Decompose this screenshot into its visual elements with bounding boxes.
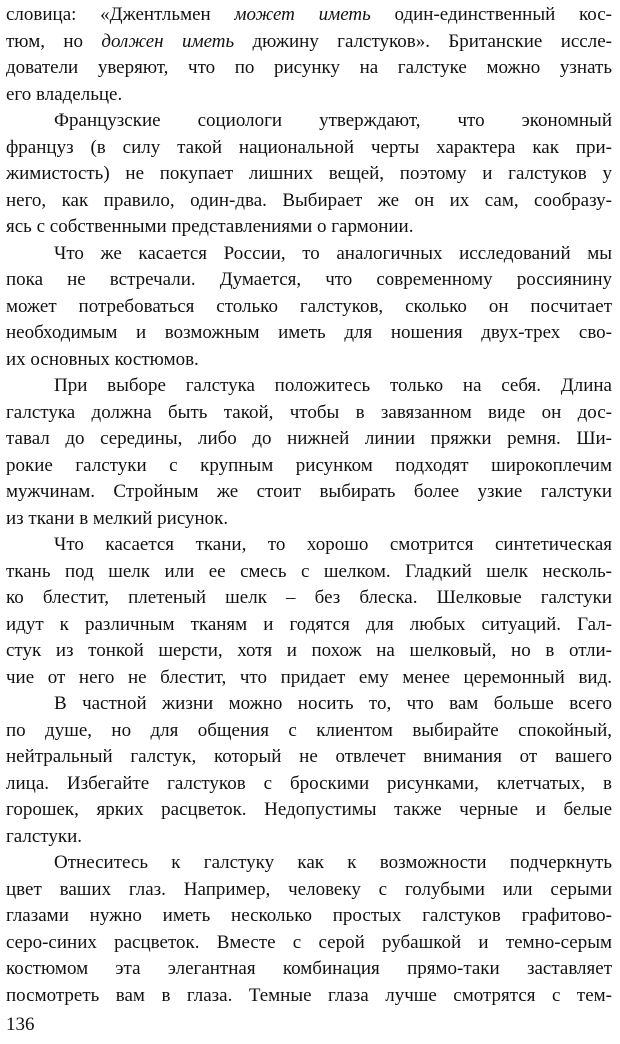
text-line: цвет ваших глаз. Например, человеку с голубыми или серыми: [6, 878, 612, 900]
text-line: галстука должна быть такой, чтобы в завязанном виде он дос-: [6, 401, 612, 423]
text-line: чие от него не блестит, что придает ему менее церемонный вид.: [6, 666, 612, 688]
text-line: необходимым и возможным иметь для ношения двух-трех сво-: [6, 322, 612, 343]
text-line: тюм, но должен иметь дюжину галстуков». Британские иссле-: [6, 30, 612, 52]
text-line: При выборе галстука положитесь только на себя. Длина: [54, 375, 612, 396]
text-line: ясь с собственными представлениями о гармонии.: [6, 216, 414, 237]
text-line: горошек, ярких расцветок. Недопустимы также черные и белые: [6, 799, 612, 820]
text-line: идут к различным тканям и годятся для любых ситуаций. Гал-: [6, 613, 612, 635]
text-line: Что же касается России, то аналогичных исследований мы: [54, 242, 612, 264]
text-line: по душе, но для общения с клиентом выбирайте спокойный,: [6, 719, 612, 741]
text-line: пока не встречали. Думается, что современному россиянину: [6, 269, 612, 290]
text-line: может потребоваться столько галстуков, сколько он посчитает: [6, 295, 612, 317]
text-line: костюмом эта элегантная комбинация прямо-таки заставляет: [6, 958, 612, 979]
text-line: лица. Избегайте галстуков с броскими рисунками, клетчатых, в: [6, 772, 612, 794]
text-line: рокие галстуки с крупным рисунком подходят широкоплечим: [6, 454, 612, 476]
text-line: Отнеситесь к галстуку как к возможности подчеркнуть: [54, 852, 612, 873]
text-line: из ткани в мелкий рисунок.: [6, 507, 229, 529]
text-line: стук из тонкой шерсти, хотя и похож на шелковый, но в отли-: [6, 640, 612, 661]
text-line: дователи уверяют, что по рисунку на галстуке можно узнать: [6, 57, 612, 78]
text-line: глазами нужно иметь несколько простых галстуков графитово-: [6, 905, 612, 926]
text-line: Французские социологи утверждают, что экономный: [54, 110, 612, 131]
text-line: француз (в силу такой национальной черты характера как при-: [6, 136, 612, 158]
text-line: посмотреть вам в глаза. Темные глаза лучше смотрятся с тем-: [6, 984, 612, 1006]
text-line: его владельце.: [6, 83, 123, 105]
italic-phrase: может иметь: [234, 4, 371, 25]
page-number: 136: [6, 1014, 35, 1035]
text-line: галстуки.: [6, 825, 83, 847]
text-line: мужчинам. Стройным же стоит выбирать более узкие галстуки: [6, 481, 612, 502]
text-line: серо-синих расцветок. Вместе с серой рубашкой и темно-серым: [6, 931, 612, 953]
italic-phrase: должен иметь: [101, 30, 235, 52]
text-line: тавал до середины, либо до нижней линии пряжки ремня. Ши-: [6, 428, 612, 449]
text-line: ко блестит, плетеный шелк – без блеска. Шелковые галстуки: [6, 587, 612, 608]
text-line: него, как правило, один-два. Выбирает же он их сам, сообразу-: [6, 189, 612, 211]
text-line: ткань под шелк или ее смесь с шелком. Гладкий шелк несколь-: [6, 560, 612, 582]
text-line: словица: «Джентльмен может иметь один-единственный кос-: [6, 4, 612, 25]
text-line: нейтральный галстук, который не отвлечет внимания от вашего: [6, 746, 612, 767]
text-line: В частной жизни можно носить то, что вам больше всего: [54, 693, 612, 714]
text-line: Что касается ткани, то хорошо смотрится синтетическая: [54, 534, 612, 555]
text-line: жимистость) не покупает лишних вещей, поэтому и галстуков у: [6, 163, 612, 184]
book-page: [6, 0, 614, 1044]
text-line: их основных костюмов.: [6, 348, 199, 370]
